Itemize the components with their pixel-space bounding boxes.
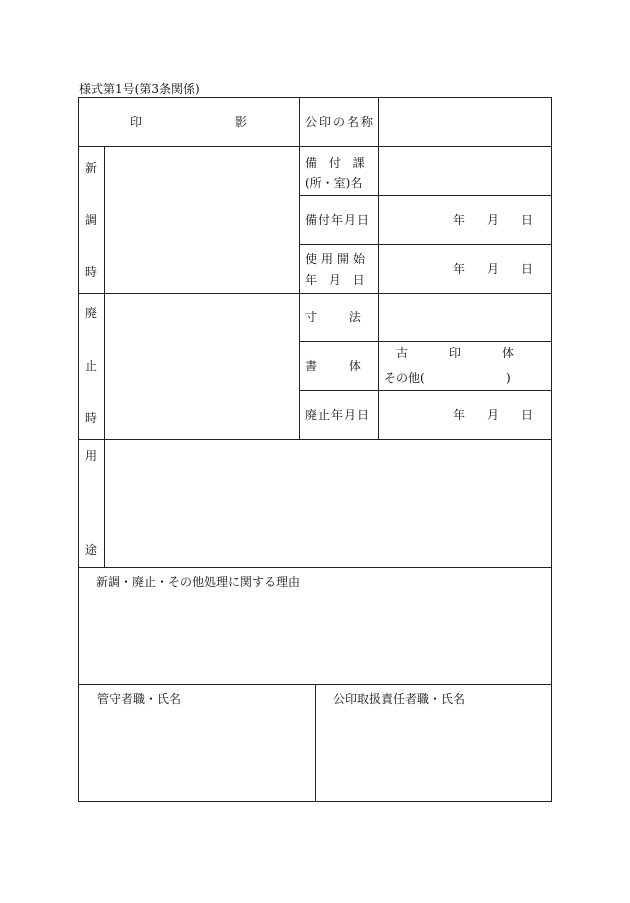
start-use-date-field[interactable] bbox=[379, 245, 551, 293]
new-side-label bbox=[84, 161, 98, 279]
seal-name-label: 公印の名称 bbox=[305, 115, 376, 129]
year-unit: 年 bbox=[453, 262, 466, 276]
impression-char: 印 bbox=[130, 115, 143, 129]
reason-field[interactable] bbox=[79, 593, 551, 684]
year-unit: 年 bbox=[453, 408, 466, 422]
usage-field[interactable] bbox=[105, 440, 551, 567]
dept-label-line2: (所・室)名 bbox=[305, 176, 363, 190]
new-side-char: 調 bbox=[84, 213, 97, 227]
dept-label-line1: 備 付 課 bbox=[305, 156, 369, 170]
abolish-date-label: 廃止年月日 bbox=[305, 408, 371, 422]
month-unit: 月 bbox=[486, 262, 499, 276]
officer-field[interactable] bbox=[316, 709, 551, 801]
abolish-side-label bbox=[84, 306, 98, 425]
font-other-label: その他( bbox=[384, 371, 425, 385]
start-use-label-line1: 使用開始 bbox=[305, 252, 370, 266]
abolish-side-char: 時 bbox=[84, 411, 97, 425]
seal-registration-form bbox=[78, 97, 552, 802]
start-use-label-line2: 年 月 日 bbox=[305, 273, 369, 287]
new-impression-area[interactable] bbox=[105, 147, 299, 293]
row-divider-usage bbox=[78, 567, 552, 568]
font-other-close: ) bbox=[506, 371, 511, 385]
officer-label: 公印取扱責任者職・氏名 bbox=[333, 692, 466, 706]
abolish-side-char: 止 bbox=[84, 358, 97, 373]
impression-char: 影 bbox=[234, 115, 247, 129]
font-option-char: 体 bbox=[501, 346, 514, 360]
font-other-field[interactable] bbox=[428, 369, 508, 387]
day-unit: 日 bbox=[520, 262, 533, 276]
abolish-side-char: 廃 bbox=[84, 306, 97, 320]
usage-char: 用 bbox=[84, 449, 97, 463]
custodian-field[interactable] bbox=[79, 709, 315, 801]
font-option-char: 古 bbox=[396, 346, 409, 360]
placed-date-label: 備付年月日 bbox=[305, 213, 371, 227]
form-caption: 様式第1号(第3条関係) bbox=[79, 82, 200, 96]
placed-date-field[interactable] bbox=[379, 196, 551, 244]
font-option-ancient-seal bbox=[396, 346, 514, 360]
col-divider-impression bbox=[299, 97, 300, 439]
border-bottom bbox=[78, 801, 552, 802]
dept-field[interactable] bbox=[379, 147, 551, 195]
border-left bbox=[78, 97, 79, 802]
new-side-char: 新 bbox=[84, 161, 97, 175]
seal-name-field[interactable] bbox=[379, 98, 551, 146]
font-label: 書 体 bbox=[305, 359, 361, 373]
month-unit: 月 bbox=[486, 408, 499, 422]
custodian-label: 管守者職・氏名 bbox=[97, 692, 182, 706]
new-side-char: 時 bbox=[84, 265, 97, 279]
row-divider-size bbox=[299, 341, 552, 342]
size-field[interactable] bbox=[379, 294, 551, 341]
abolish-impression-area[interactable] bbox=[105, 294, 299, 439]
seal-impression-heading bbox=[130, 115, 247, 129]
size-label: 寸 法 bbox=[305, 310, 361, 324]
reason-label: 新調・廃止・その他処理に関する理由 bbox=[96, 575, 301, 589]
font-option-char: 印 bbox=[448, 346, 461, 360]
usage-char: 途 bbox=[84, 543, 97, 557]
month-unit: 月 bbox=[486, 213, 499, 227]
usage-side-label bbox=[84, 449, 98, 557]
abolish-date-field[interactable] bbox=[379, 391, 551, 439]
year-unit: 年 bbox=[453, 213, 466, 227]
border-right bbox=[551, 97, 552, 802]
day-unit: 日 bbox=[520, 408, 533, 422]
day-unit: 日 bbox=[520, 213, 533, 227]
